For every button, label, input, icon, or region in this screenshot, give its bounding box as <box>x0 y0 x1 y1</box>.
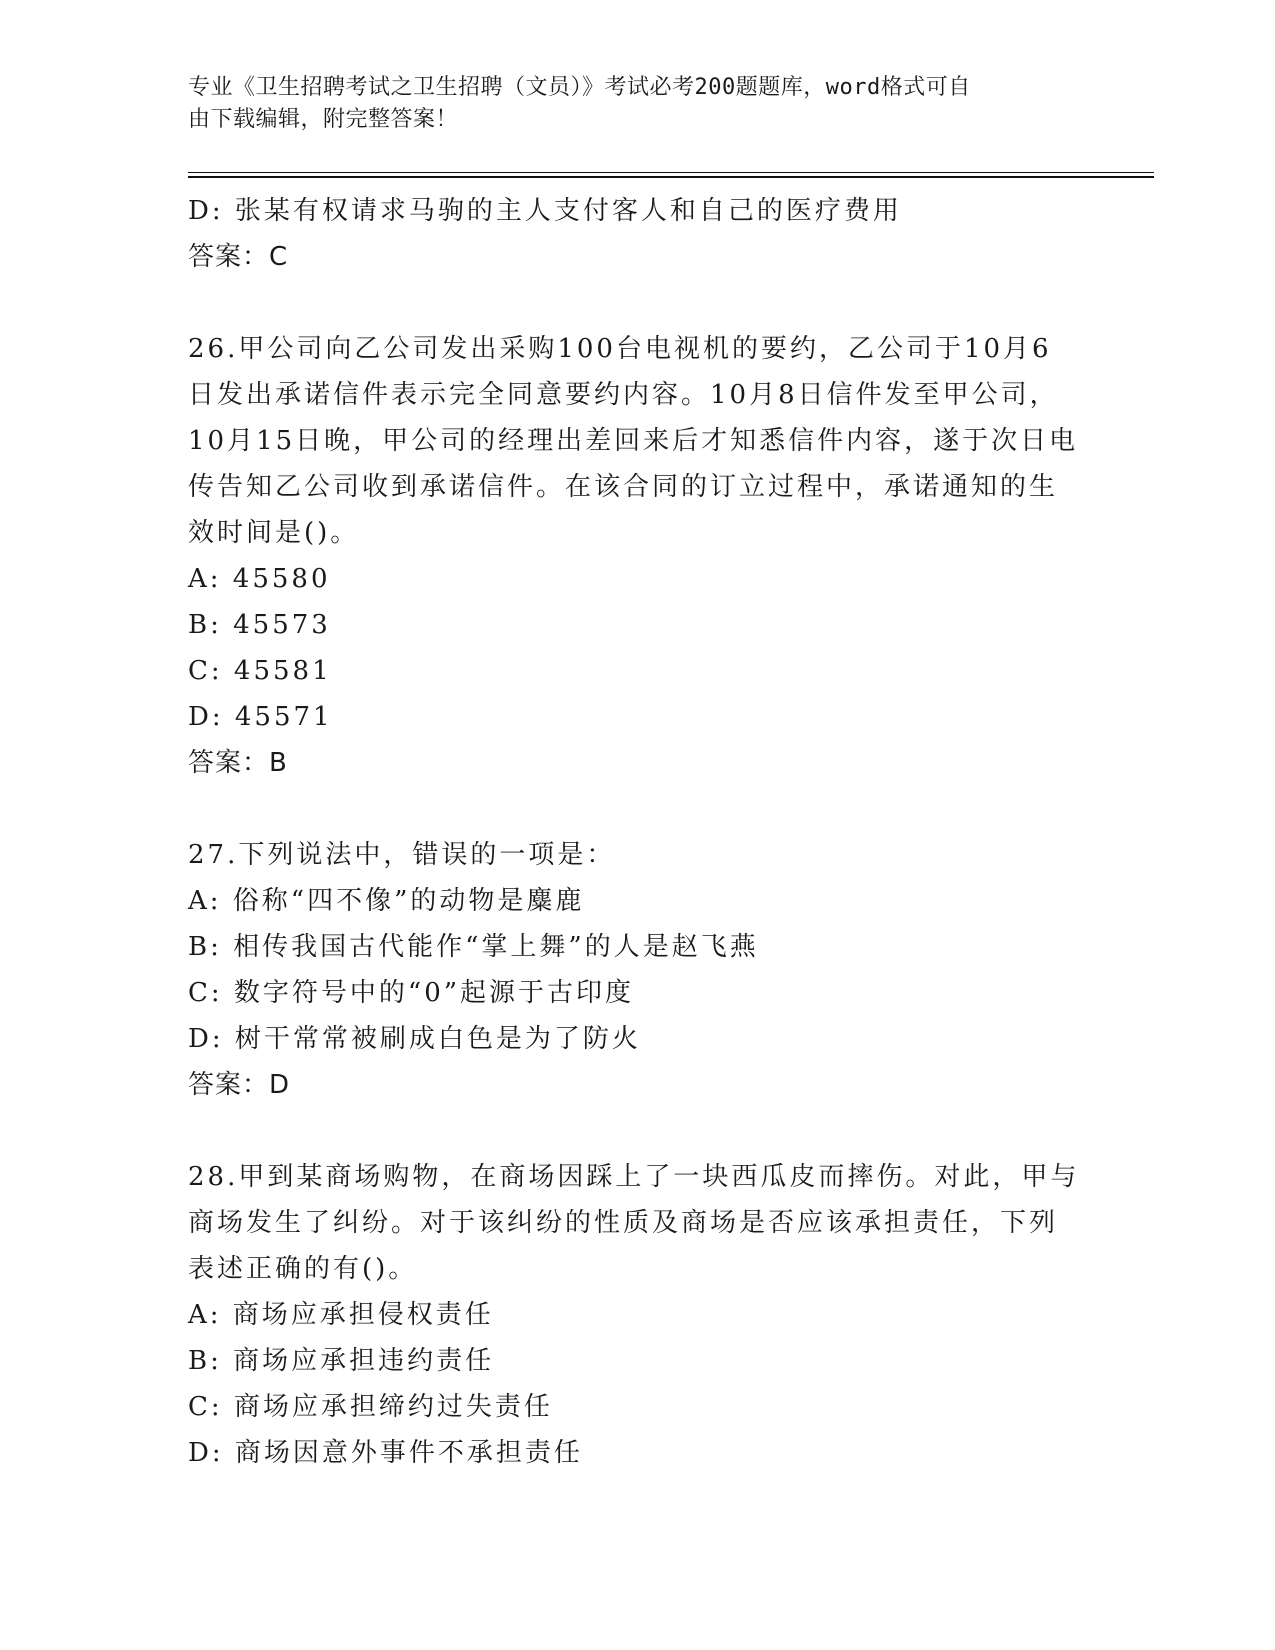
option-b: B: 商场应承担违约责任 <box>188 1346 495 1376</box>
header-rule-thin <box>188 172 1154 173</box>
header-rule-thick <box>188 176 1154 178</box>
question-text <box>188 326 1088 556</box>
option-a: A: 45580 <box>188 564 331 594</box>
question-line: 28.甲到某商场购物，在商场因踩上了一块西瓜皮而摔伤。对此，甲与 <box>188 1162 1080 1192</box>
question-line: 日发出承诺信件表示完全同意要约内容。10月8日信件发至甲公司， <box>188 380 1059 410</box>
prev-question <box>188 188 1088 280</box>
option-d: D: 张某有权请求马驹的主人支付客人和自己的医疗费用 <box>188 196 902 226</box>
spacer <box>188 1108 1088 1154</box>
question-27 <box>188 832 1088 1108</box>
option-a: A: 俗称“四不像”的动物是麋鹿 <box>188 886 585 916</box>
option-d: D: 45571 <box>188 702 333 732</box>
question-line: 表述正确的有()。 <box>188 1254 418 1284</box>
question-line: 传告知乙公司收到承诺信件。在该合同的订立过程中，承诺通知的生 <box>188 472 1059 502</box>
answer-line: 答案：D <box>188 1070 291 1100</box>
header-line-2: 由下载编辑，附完整答案！ <box>188 107 459 132</box>
question-28 <box>188 1154 1088 1476</box>
option-c: C: 数字符号中的“0”起源于古印度 <box>188 978 635 1008</box>
page-header <box>188 72 1088 136</box>
answer-line: 答案：B <box>188 748 288 778</box>
question-line: 商场发生了纠纷。对于该纠纷的性质及商场是否应该承担责任，下列 <box>188 1208 1059 1238</box>
spacer <box>188 786 1088 832</box>
option-c: C: 商场应承担缔约过失责任 <box>188 1392 553 1422</box>
option-b: B: 45573 <box>188 610 331 640</box>
question-26 <box>188 326 1088 786</box>
spacer <box>188 280 1088 326</box>
document-body <box>188 188 1088 1476</box>
question-line: 效时间是()。 <box>188 518 360 548</box>
question-line: 27.下列说法中，错误的一项是： <box>188 840 616 870</box>
question-text <box>188 1154 1088 1292</box>
answer-line: 答案：C <box>188 242 289 272</box>
option-d: D: 商场因意外事件不承担责任 <box>188 1438 583 1468</box>
question-line: 10月15日晚，甲公司的经理出差回来后才知悉信件内容，遂于次日电 <box>188 426 1079 456</box>
header-line-1: 专业《卫生招聘考试之卫生招聘（文员）》考试必考200题题库，word格式可自 <box>188 75 971 100</box>
question-line: 26.甲公司向乙公司发出采购100台电视机的要约，乙公司于10月6 <box>188 334 1052 364</box>
option-c: C: 45581 <box>188 656 332 686</box>
option-d: D: 树干常常被刷成白色是为了防火 <box>188 1024 641 1054</box>
option-b: B: 相传我国古代能作“掌上舞”的人是赵飞燕 <box>188 932 759 962</box>
question-text <box>188 832 1088 878</box>
option-a: A: 商场应承担侵权责任 <box>188 1300 494 1330</box>
